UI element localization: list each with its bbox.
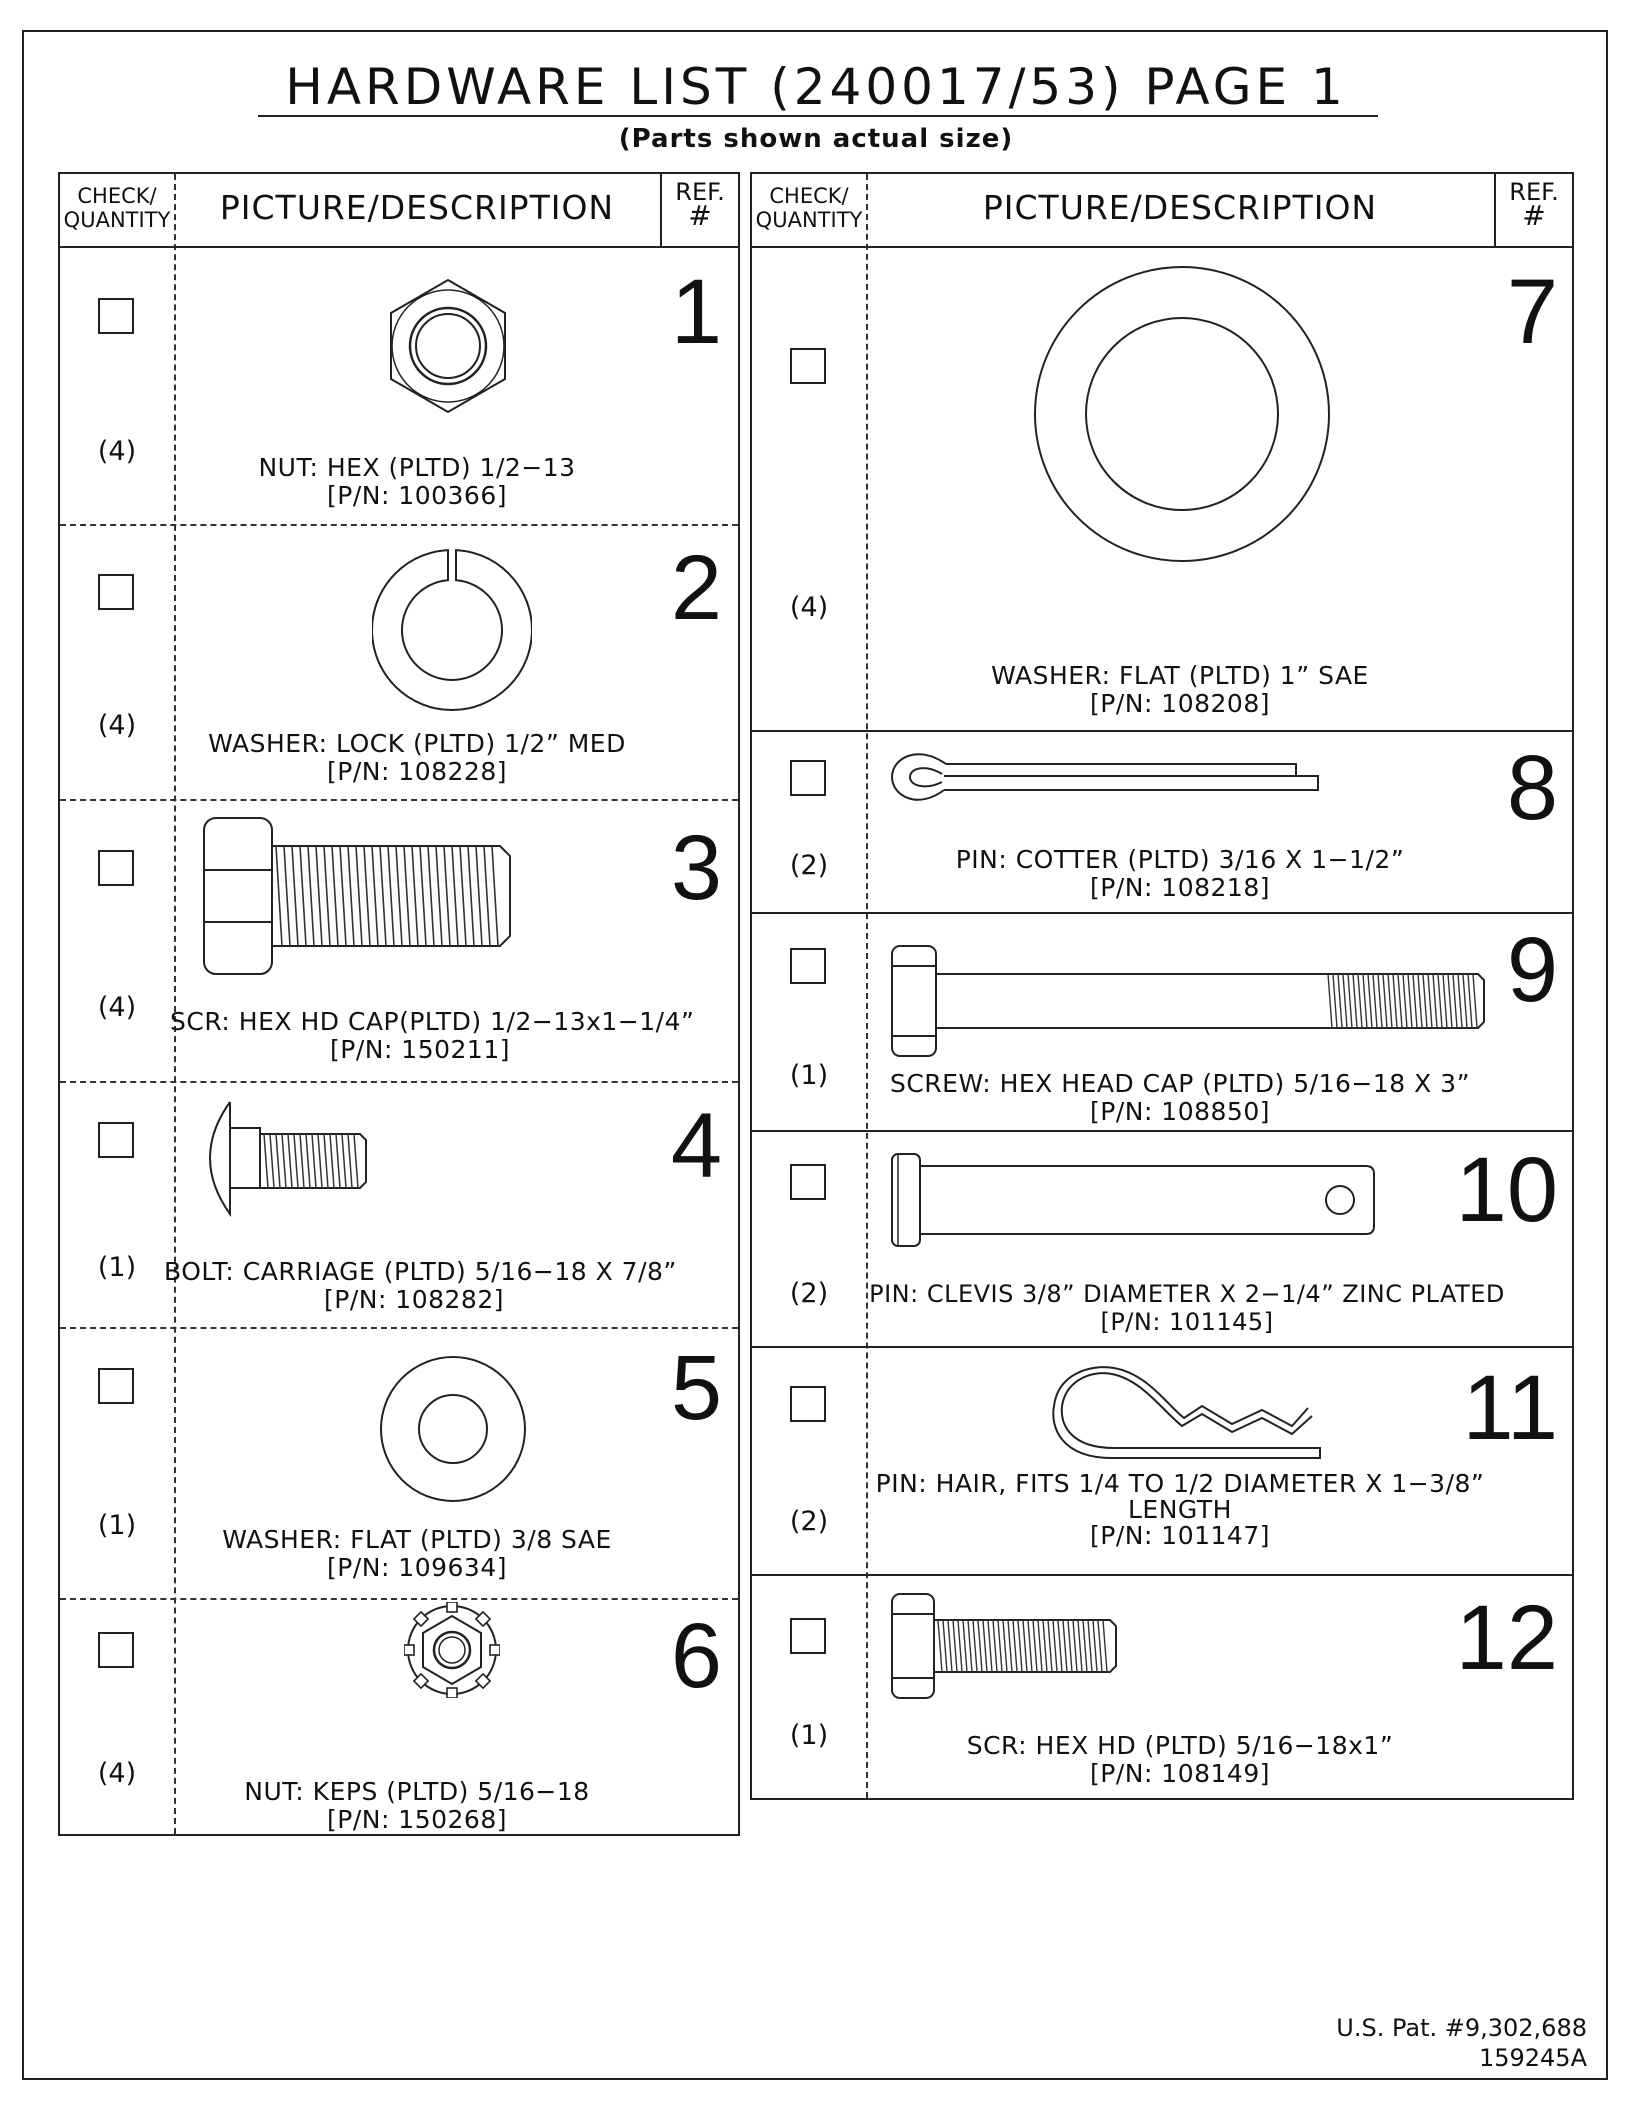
clevis-pin-icon [888, 1150, 1388, 1250]
ref-number: 3 [670, 817, 722, 919]
ref-number: 5 [670, 1337, 722, 1439]
part-description: PIN: HAIR, FITS 1/4 TO 1/2 DIAMETER X 1−3/8” LENGTH [P/N: 101147] [875, 1469, 1485, 1550]
ref-number: 1 [670, 261, 722, 363]
part-description: SCR: HEX HD (PLTD) 5/16−18x1” [P/N: 108149] [966, 1731, 1394, 1788]
ref-number: 6 [670, 1605, 722, 1707]
hex-bolt-icon [200, 814, 520, 978]
ref-number: 10 [1455, 1139, 1558, 1241]
part-description: WASHER: LOCK (PLTD) 1/2” MED [P/N: 108228] [208, 729, 626, 786]
quantity: (2) [789, 850, 829, 881]
page-title: HARDWARE LIST (240017/53) PAGE 1 [285, 58, 1347, 116]
document-number: 159245A [1478, 2044, 1587, 2072]
quantity: (1) [789, 1720, 829, 1751]
short-hex-screw-icon [888, 1590, 1128, 1702]
ref-number: 12 [1455, 1587, 1558, 1689]
large-flat-washer-icon [1032, 264, 1332, 564]
checkbox[interactable] [790, 1164, 826, 1200]
check-quantity-header: CHECK/ QUANTITY [755, 184, 863, 232]
long-hex-screw-icon [888, 942, 1498, 1062]
checkbox[interactable] [98, 574, 134, 610]
checkbox[interactable] [790, 348, 826, 384]
keps-nut-icon [404, 1602, 500, 1698]
part-description: BOLT: CARRIAGE (PLTD) 5/16−18 X 7/8” [P/N: 108282] [164, 1257, 677, 1314]
ref-number: 11 [1462, 1357, 1558, 1459]
ref-number: 2 [670, 537, 722, 639]
part-description: SCR: HEX HD CAP(PLTD) 1/2−13x1−1/4” [P/N: 150211] [170, 1007, 695, 1064]
ref-number: 9 [1506, 919, 1558, 1021]
quantity: (2) [789, 1278, 829, 1309]
part-description: NUT: HEX (PLTD) 1/2−13 [P/N: 100366] [258, 453, 576, 510]
ref-number: 4 [670, 1095, 722, 1197]
cotter-pin-icon [888, 744, 1328, 814]
checkbox[interactable] [790, 1386, 826, 1422]
part-description: SCREW: HEX HEAD CAP (PLTD) 5/16−18 X 3” [P/N: 108850] [889, 1069, 1471, 1126]
quantity: (4) [789, 592, 829, 623]
flat-washer-icon [378, 1354, 528, 1504]
picture-description-header: PICTURE/DESCRIPTION [219, 188, 615, 227]
part-description: PIN: COTTER (PLTD) 3/16 X 1−1/2” [P/N: 108218] [955, 845, 1405, 902]
ref-header: REF. # [1509, 178, 1559, 232]
quantity: (2) [789, 1506, 829, 1537]
part-description: NUT: KEPS (PLTD) 5/16−18 [P/N: 150268] [244, 1777, 590, 1834]
ref-number: 7 [1506, 261, 1558, 363]
checkbox[interactable] [790, 1618, 826, 1654]
checkbox[interactable] [98, 298, 134, 334]
quantity: (1) [97, 1510, 137, 1541]
page-subtitle: (Parts shown actual size) [618, 124, 1014, 154]
ref-header: REF. # [675, 178, 725, 232]
quantity: (1) [789, 1060, 829, 1091]
patent-number: U.S. Pat. #9,302,688 [1336, 2014, 1587, 2042]
checkbox[interactable] [790, 948, 826, 984]
hex-nut-icon [378, 276, 518, 416]
left-parts-table [58, 172, 740, 1836]
part-description: PIN: CLEVIS 3/8” DIAMETER X 2−1/4” ZINC PLATED [P/N: 101145] [869, 1280, 1505, 1336]
title-underline [258, 115, 1378, 117]
checkbox[interactable] [790, 760, 826, 796]
checkbox[interactable] [98, 1368, 134, 1404]
quantity: (4) [97, 436, 137, 467]
right-parts-table [750, 172, 1574, 1800]
quantity: (4) [97, 992, 137, 1023]
quantity: (4) [97, 710, 137, 741]
lock-washer-icon [372, 544, 532, 714]
checkbox[interactable] [98, 1122, 134, 1158]
part-description: WASHER: FLAT (PLTD) 1” SAE [P/N: 108208] [991, 661, 1369, 718]
checkbox[interactable] [98, 1632, 134, 1668]
check-quantity-header: CHECK/ QUANTITY [63, 184, 171, 232]
part-description: WASHER: FLAT (PLTD) 3/8 SAE [P/N: 109634] [222, 1525, 612, 1582]
checkbox[interactable] [98, 850, 134, 886]
carriage-bolt-icon [200, 1098, 400, 1218]
ref-number: 8 [1506, 737, 1558, 839]
quantity: (4) [97, 1758, 137, 1789]
quantity: (1) [97, 1252, 137, 1283]
hair-pin-icon [1052, 1366, 1322, 1466]
picture-description-header: PICTURE/DESCRIPTION [982, 188, 1378, 227]
